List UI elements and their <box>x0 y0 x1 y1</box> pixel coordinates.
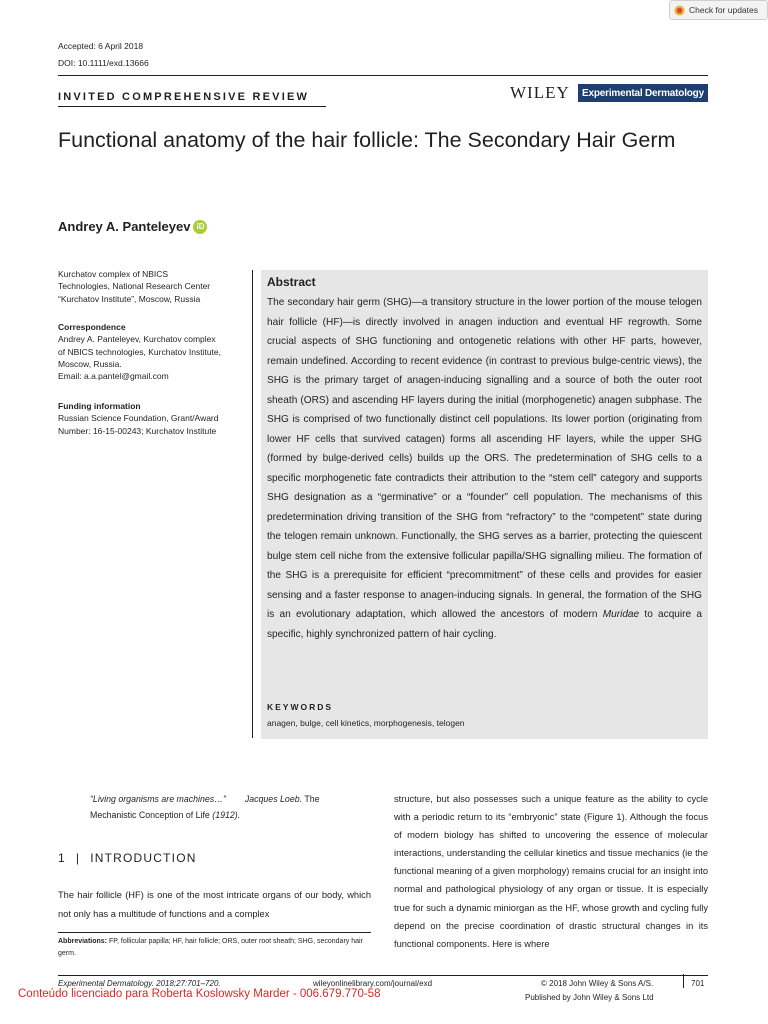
publisher-logo: WILEY <box>510 83 570 102</box>
epigraph-quote: “Living organisms are machines…” <box>90 794 226 804</box>
section-title: INTRODUCTION <box>90 851 197 865</box>
abstract-text <box>267 293 702 644</box>
publisher-credit: Published by John Wiley & Sons Ltd <box>525 993 654 1002</box>
section-number: 1 <box>58 851 66 865</box>
footer-rule <box>58 975 708 976</box>
funding <box>58 400 248 437</box>
body-text-left: The hair follicle (HF) is one of the most intricate organs of our body, which not only has a multitude of functions and a complex <box>58 890 371 919</box>
funding-heading: Funding information <box>58 401 141 411</box>
accepted-date: Accepted: 6 April 2018 <box>58 41 144 51</box>
affiliation <box>58 268 248 305</box>
orcid-icon[interactable]: iD <box>193 220 207 234</box>
journal-url[interactable]: wileyonlinelibrary.com/journal/exd <box>313 979 433 988</box>
keywords-heading: KEYWORDS <box>267 702 334 712</box>
correspondence-email[interactable]: Email: a.a.pantel@gmail.com <box>58 371 169 382</box>
footnote <box>58 936 371 959</box>
epigraph-year: (1912). <box>212 810 241 820</box>
copyright: © 2018 John Wiley & Sons A/S. <box>541 979 654 988</box>
section-heading <box>58 851 197 865</box>
correspondence-line: Andrey A. Panteleyev, Kurchatov complex <box>58 334 216 345</box>
epigraph <box>90 791 360 823</box>
footnote-rule <box>58 932 371 933</box>
check-for-updates-button[interactable] <box>669 0 768 20</box>
check-updates-icon <box>674 5 685 16</box>
sidebar-divider <box>252 270 253 738</box>
header-rule <box>58 75 708 76</box>
license-watermark: Conteúdo licenciado para Roberta Koslowsky Marder - 006.679.770-58 <box>18 988 381 1000</box>
article-title: Functional anatomy of the hair follicle: The Secondary Hair Germ <box>58 128 676 152</box>
funding-line: Russian Science Foundation, Grant/Award <box>58 413 219 424</box>
keywords: anagen, bulge, cell kinetics, morphogenesis, telogen <box>267 718 465 728</box>
affiliation-line: Kurchatov complex of NBICS <box>58 269 169 279</box>
epigraph-source: The Mechanistic Conception of Life <box>90 794 320 820</box>
abstract-heading: Abstract <box>267 275 316 289</box>
abstract-text-part: The secondary hair germ (SHG)—a transitory structure in the lower portion of the mouse telogen hair follicle (HF)—is directly involved in anagen induction and eventual HF regrowth. Some crucial aspects of SHG functioning and ontogenetic relations with other HF parts, however, remain undefined. According to recent evidence (in contrast to previous bulge-centric views), the SHG is the primary target of anagen-inducing signalling and a source of both the outer root sheath (ORS) and ascending HF layers during the initial (morphogenetic) anagen subphase. The SHG is comprised of two functionally distinct cell populations. Its lower portion (originating from lower HF cells that survived catagen) forms all ascending HF layers, while the upper SHG (formed by bulge-derived cells) builds up the ORS. The predetermination of SHG cells to a specific morphogenetic fate contradicts their attribution to the “stem cell” category and supports SHG designation as a “germinative” or a “founder” cell population. The mechanisms of this predetermination driving transition of the SHG from “refractory” to the “competent” state during the telogen remain unknown. Functionally, the SHG serves as a barrier, protecting the quiescent bulge stem cell niche from the extensive follicular papilla/SHG signalling milieu. The formation of the SHG is a prerequisite for efficient “precommitment” of these cells and provides for easier sensing and a faster response to anagen-inducing signals. In general, the formation of the SHG is an evolutionary adaptation, which allowed the ancestors of modern <box>267 297 702 620</box>
correspondence-heading: Correspondence <box>58 322 126 332</box>
author-line <box>58 219 207 234</box>
footnote-text: FP, follicular papilla; HF, hair follicle; ORS, outer root sheath; SHG, secondary hair germ. <box>58 938 363 957</box>
check-updates-label: Check for updates <box>689 5 758 15</box>
affiliation-line: Technologies, National Research Center <box>58 281 211 292</box>
correspondence <box>58 321 248 382</box>
abstract-text-part: to acquire a specific, highly synchronized pattern of hair cycling. <box>267 609 702 640</box>
kicker-rule <box>58 106 326 107</box>
author-name[interactable]: Andrey A. Panteleyev <box>58 219 191 234</box>
journal-reference: Experimental Dermatology. 2018;27:701–720. <box>58 979 221 988</box>
abstract-italic-term: Muridae <box>602 609 640 620</box>
page-separator <box>683 974 684 988</box>
epigraph-attribution: Jacques Loeb. <box>244 794 303 804</box>
funding-line: Number: 16-15-00243; Kurchatov Institute <box>58 425 217 436</box>
correspondence-line: of NBICS technologies, Kurchatov Institute, <box>58 346 222 357</box>
doi[interactable]: DOI: 10.1111/exd.13666 <box>58 58 149 68</box>
body-text-right: structure, but also possesses such a unique feature as the ability to cycle with a periodic return to its “embryonic” state (Figure 1). Although the focus of modern biology has shifted to uncovering the essence of molecular interactions, understanding the cellular kinetics and tissue mechanics (ie the functional meaning of a given morphology) remains crucial for an insight into normal and pathological physiology of any organ or tissue. It is especially true for such a dynamic miniorgan as the HF, whose growth and cycling fully depend on the precise coordination of drastic structural changes in its functional components. Here is where <box>394 794 708 949</box>
affiliation-line: “Kurchatov Institute”, Moscow, Russia <box>58 293 201 304</box>
footnote-label: Abbreviations: <box>58 938 108 945</box>
section-separator: | <box>75 851 81 865</box>
correspondence-line: Moscow, Russia. <box>58 358 122 369</box>
journal-badge: Experimental Dermatology <box>578 84 708 102</box>
page-number: 701 <box>691 979 705 988</box>
article-type: INVITED COMPREHENSIVE REVIEW <box>58 91 310 103</box>
